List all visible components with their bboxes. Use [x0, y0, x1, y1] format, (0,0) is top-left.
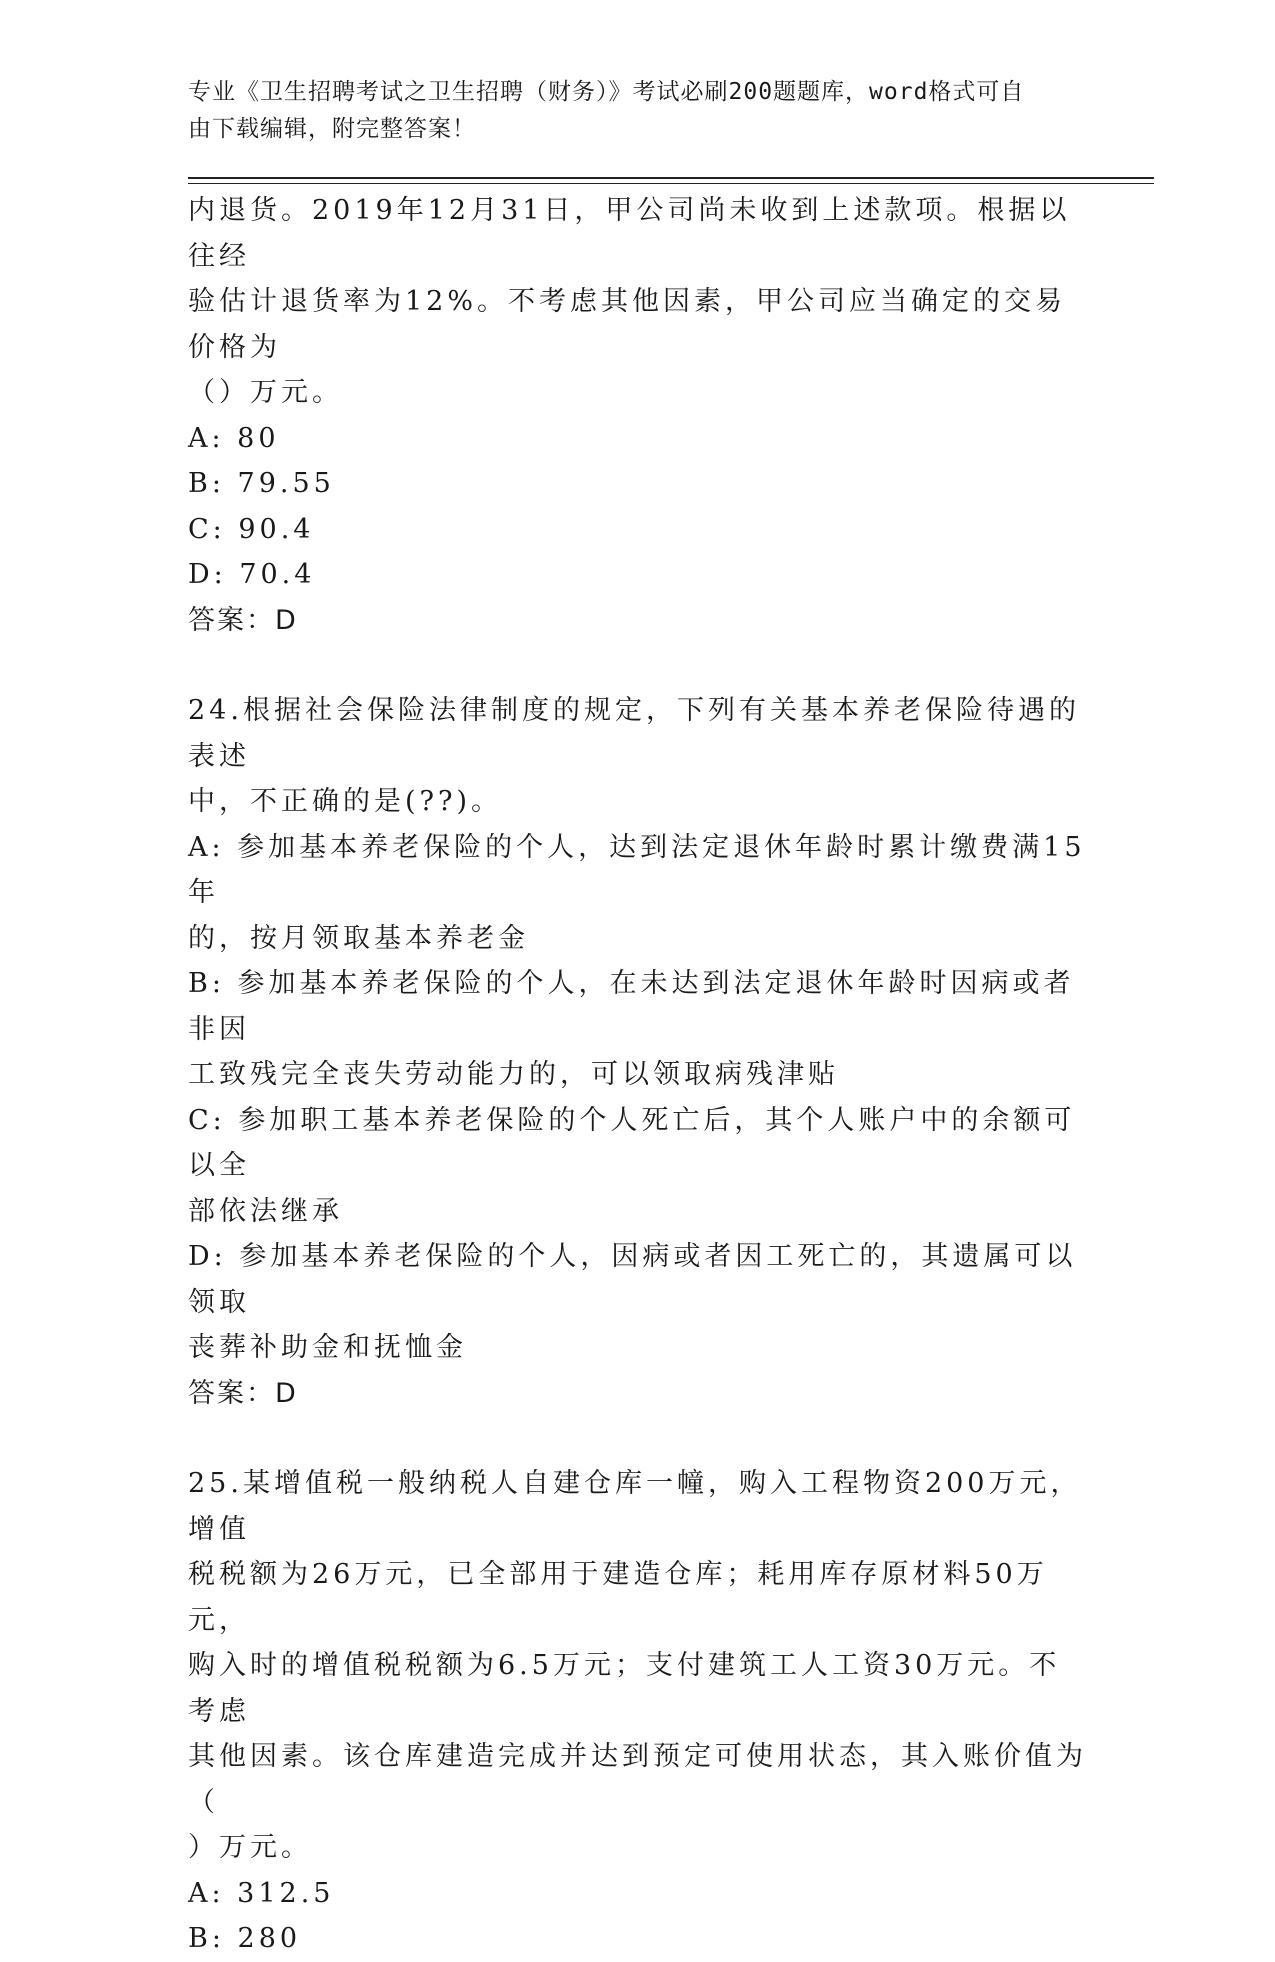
spacer: [188, 1416, 1088, 1461]
question-stem-line: 24.根据社会保险法律制度的规定，下列有关基本养老保险待遇的表述: [188, 695, 1080, 772]
option-b: B: 参加基本养老保险的个人，在未达到法定退休年龄时因病或者非因: [188, 968, 1075, 1045]
option-b: B: 79.55: [188, 468, 335, 499]
question-25: [188, 1461, 1088, 1962]
option-d: D: 参加基本养老保险的个人，因病或者因工死亡的，其遗属可以领取: [188, 1241, 1077, 1318]
question-23-continued: [188, 188, 1088, 643]
spacer: [188, 643, 1088, 688]
option-c: C: 参加职工基本养老保险的个人死亡后，其个人账户中的余额可以全: [188, 1104, 1076, 1181]
answer-line: 答案：D: [188, 604, 298, 636]
question-stem-line: ）万元。: [188, 1832, 312, 1863]
option-b-cont: 工致残完全丧失劳动能力的，可以领取病残津贴: [188, 1059, 839, 1090]
header-rule-thick: [188, 177, 1154, 179]
option-c-cont: 部依法继承: [188, 1195, 343, 1227]
question-stem-line: （）万元。: [188, 377, 343, 408]
option-a: A: 312.5: [188, 1877, 335, 1909]
question-stem-line: 25.某增值税一般纳税人自建仓库一幢，购入工程物资200万元，增值: [188, 1468, 1082, 1545]
question-stem-line: 税税额为26万元，已全部用于建造仓库；耗用库存原材料50万元，: [188, 1559, 1048, 1636]
option-c: C: 90.4: [188, 513, 315, 545]
option-d: D: 70.4: [188, 559, 316, 590]
question-stem-line: 内退货。2019年12月31日，甲公司尚未收到上述款项。根据以往经: [188, 195, 1071, 272]
header-rule-thin: [188, 183, 1154, 184]
answer-line: 答案：D: [188, 1377, 298, 1409]
option-a-cont: 的，按月领取基本养老金: [188, 922, 529, 954]
header-line-1: 专业《卫生招聘考试之卫生招聘（财务）》考试必刷200题题库，word格式可自: [188, 79, 1025, 105]
option-d-cont: 丧葬补助金和抚恤金: [188, 1332, 467, 1363]
document-body: [188, 188, 1088, 1962]
option-a: A: 参加基本养老保险的个人，达到法定退休年龄时累计缴费满15年: [188, 831, 1086, 908]
header-line-2: 由下载编辑，附完整答案！: [188, 116, 476, 142]
option-b: B: 280: [188, 1923, 302, 1954]
question-24: [188, 688, 1088, 1416]
question-stem-line: 中，不正确的是(??)。: [188, 786, 503, 817]
question-stem-line: 验估计退货率为12%。不考虑其他因素，甲公司应当确定的交易价格为: [188, 286, 1067, 363]
page-header: [188, 74, 1068, 148]
question-stem-line: 其他因素。该仓库建造完成并达到预定可使用状态，其入账价值为（: [188, 1741, 1087, 1818]
option-a: A: 80: [188, 422, 280, 454]
question-stem-line: 购入时的增值税税额为6.5万元；支付建筑工人工资30万元。不考虑: [188, 1650, 1061, 1727]
